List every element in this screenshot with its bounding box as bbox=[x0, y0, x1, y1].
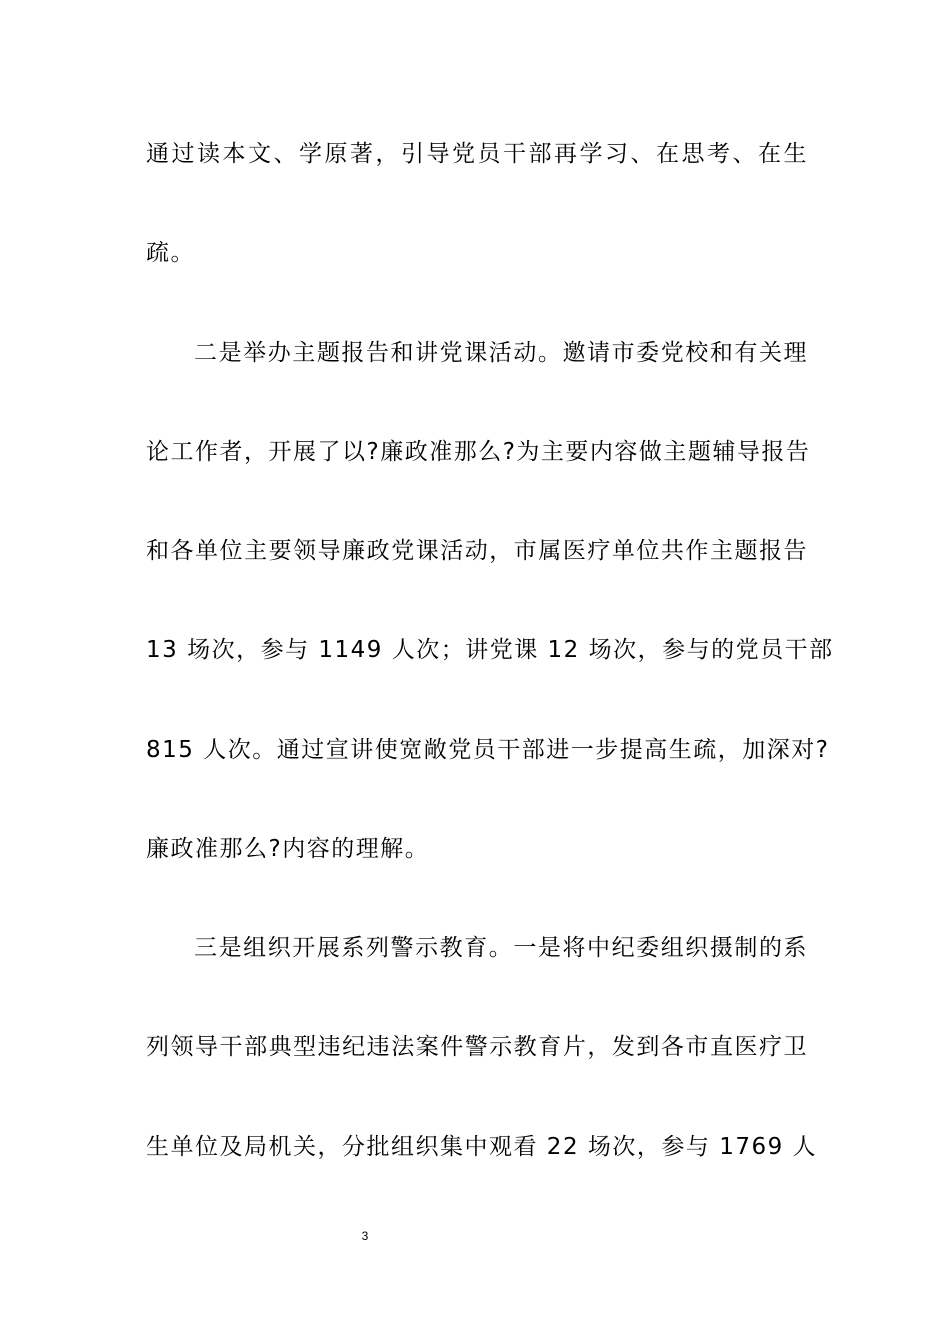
page-number: 3 bbox=[361, 1229, 369, 1243]
text-line: 和各单位主要领导廉政党课活动，市属医疗单位共作主题报告 bbox=[146, 538, 808, 564]
paragraph-start-line: 三是组织开展系列警示教育。一是将中纪委组织摄制的系 bbox=[194, 935, 808, 961]
text-line: 13 场次，参与 1149 人次；讲党课 12 场次，参与的党员干部 bbox=[146, 637, 834, 663]
text-line: 通过读本文、学原著，引导党员干部再学习、在思考、在生 bbox=[146, 141, 808, 167]
text-line: 廉政准那么?内容的理解。 bbox=[146, 836, 430, 862]
text-line: 生单位及局机关，分批组织集中观看 22 场次，参与 1769 人 bbox=[146, 1134, 818, 1160]
paragraph-start-line: 二是举办主题报告和讲党课活动。邀请市委党校和有关理 bbox=[194, 340, 808, 366]
text-line: 815 人次。通过宣讲使宽敞党员干部进一步提高生疏，加深对? bbox=[146, 737, 830, 763]
text-line: 列领导干部典型违纪违法案件警示教育片，发到各市直医疗卫 bbox=[146, 1034, 808, 1060]
text-line: 疏。 bbox=[146, 240, 195, 266]
text-line: 论工作者，开展了以?廉政准那么?为主要内容做主题辅导报告 bbox=[146, 439, 811, 465]
